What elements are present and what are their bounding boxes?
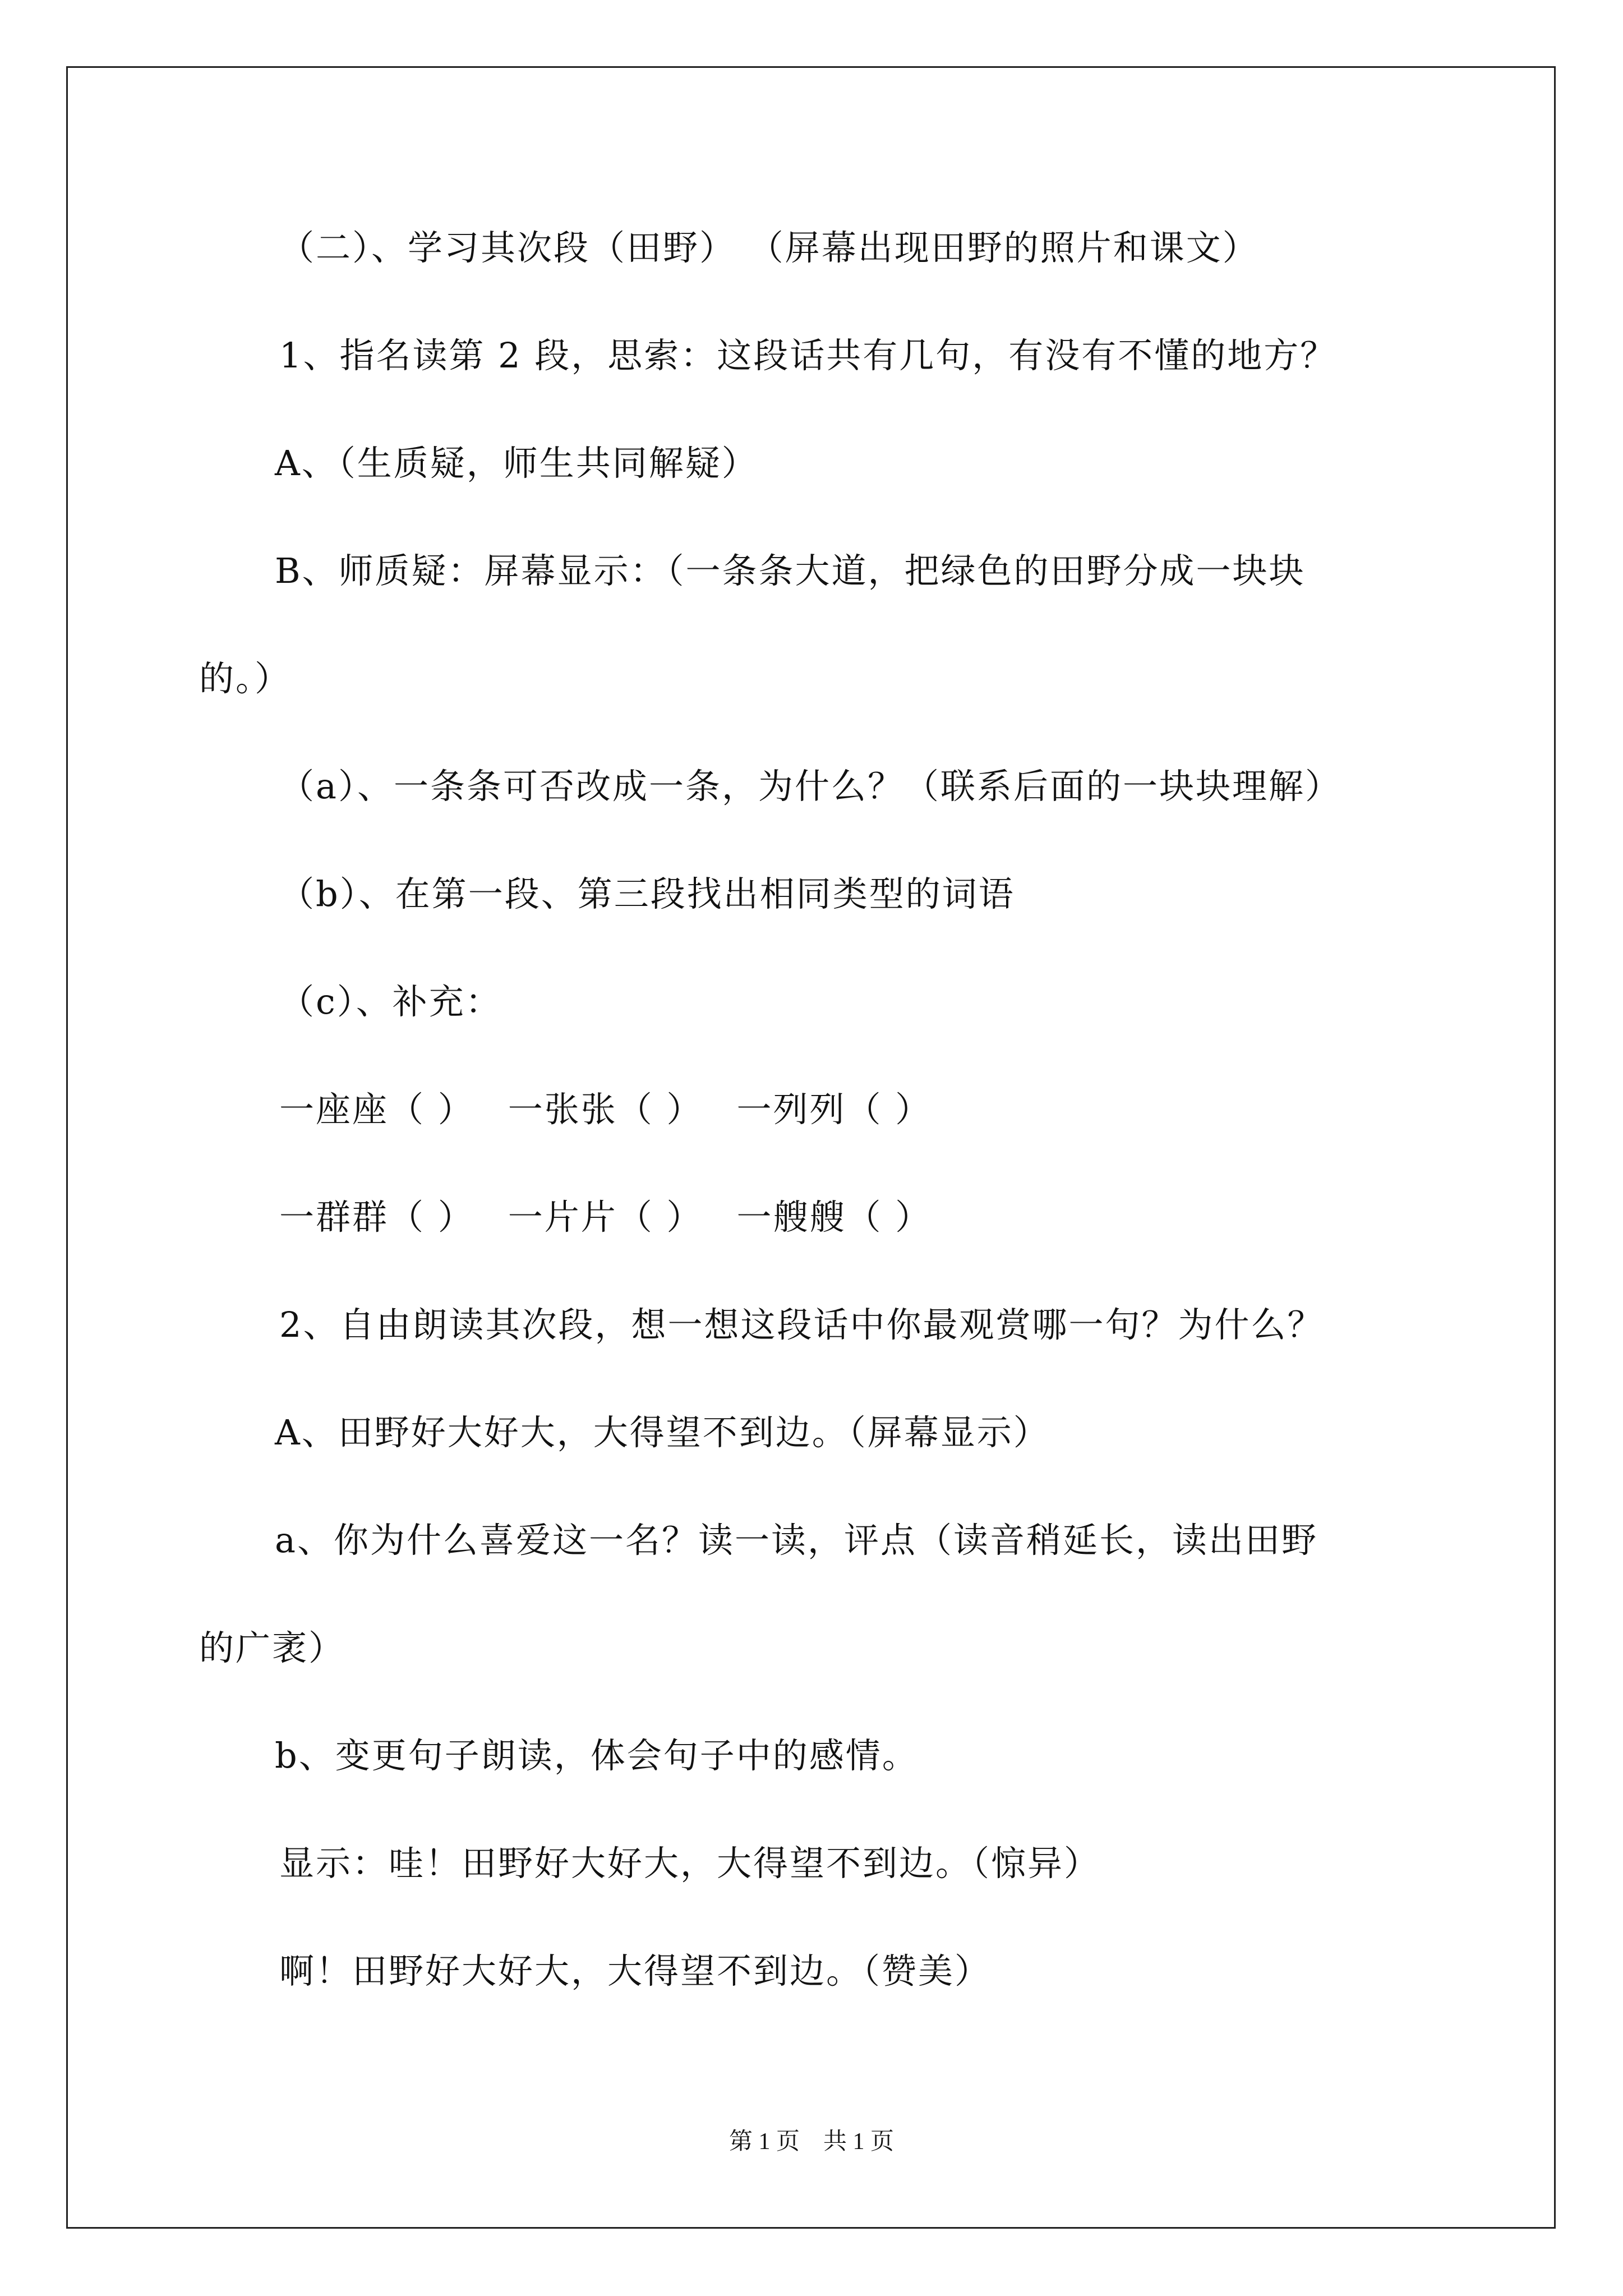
section-heading: （二）、学习其次段（田野） （屏幕出现田野的照片和课文） [279, 227, 1259, 268]
paragraph-line: 2、自由朗读其次段，想一想这段话中你最观赏哪一句？为什么？ [279, 1304, 1324, 1345]
paragraph-line: （a）、一条条可否改成一条，为什么？（联系后面的一块块理解） [279, 766, 1341, 807]
fill-blank-item: 一艘艘（ ） [736, 1197, 932, 1237]
fill-blank-item: 一片片（ ） [508, 1197, 703, 1237]
paragraph-line: （c）、补充： [279, 981, 502, 1022]
paragraph-line: A、（生质疑，师生共同解疑） [275, 443, 758, 484]
fill-blank-item: 一张张（ ） [508, 1089, 703, 1130]
fill-blank-row [279, 1087, 965, 1132]
paragraph-line: A、田野好大好大，大得望不到边。（屏幕显示） [275, 1412, 1050, 1453]
paragraph-line: b、变更句子朗读，体会句子中的感情。 [275, 1735, 919, 1776]
paragraph-line: 的。） [199, 658, 292, 699]
fill-blank-item: 一群群（ ） [279, 1197, 474, 1237]
page-footer: 第 1 页 共 1 页 [728, 2129, 894, 2155]
paragraph-line: a、你为什么喜爱这一名？读一读，评点（读音稍延长，读出田野 [275, 1520, 1318, 1561]
fill-blank-item: 一列列（ ） [736, 1089, 932, 1130]
paragraph-line: （b）、在第一段、第三段找出相同类型的词语 [279, 873, 1015, 914]
page-border [66, 66, 1556, 2229]
paragraph-line: B、师质疑：屏幕显示：（一条条大道，把绿色的田野分成一块块 [275, 550, 1306, 591]
paragraph-line: 啊！田野好大好大，大得望不到边。（赞美） [279, 1950, 992, 1991]
fill-blank-item: 一座座（ ） [279, 1089, 474, 1130]
paragraph-line: 1、指名读第 2 段，思索：这段话共有几句，有没有不懂的地方？ [279, 335, 1337, 376]
fill-blank-row [279, 1195, 965, 1240]
paragraph-line: 显示：哇！田野好大好大，大得望不到边。（惊异） [279, 1843, 1101, 1884]
paragraph-line: 的广袤） [199, 1627, 345, 1668]
